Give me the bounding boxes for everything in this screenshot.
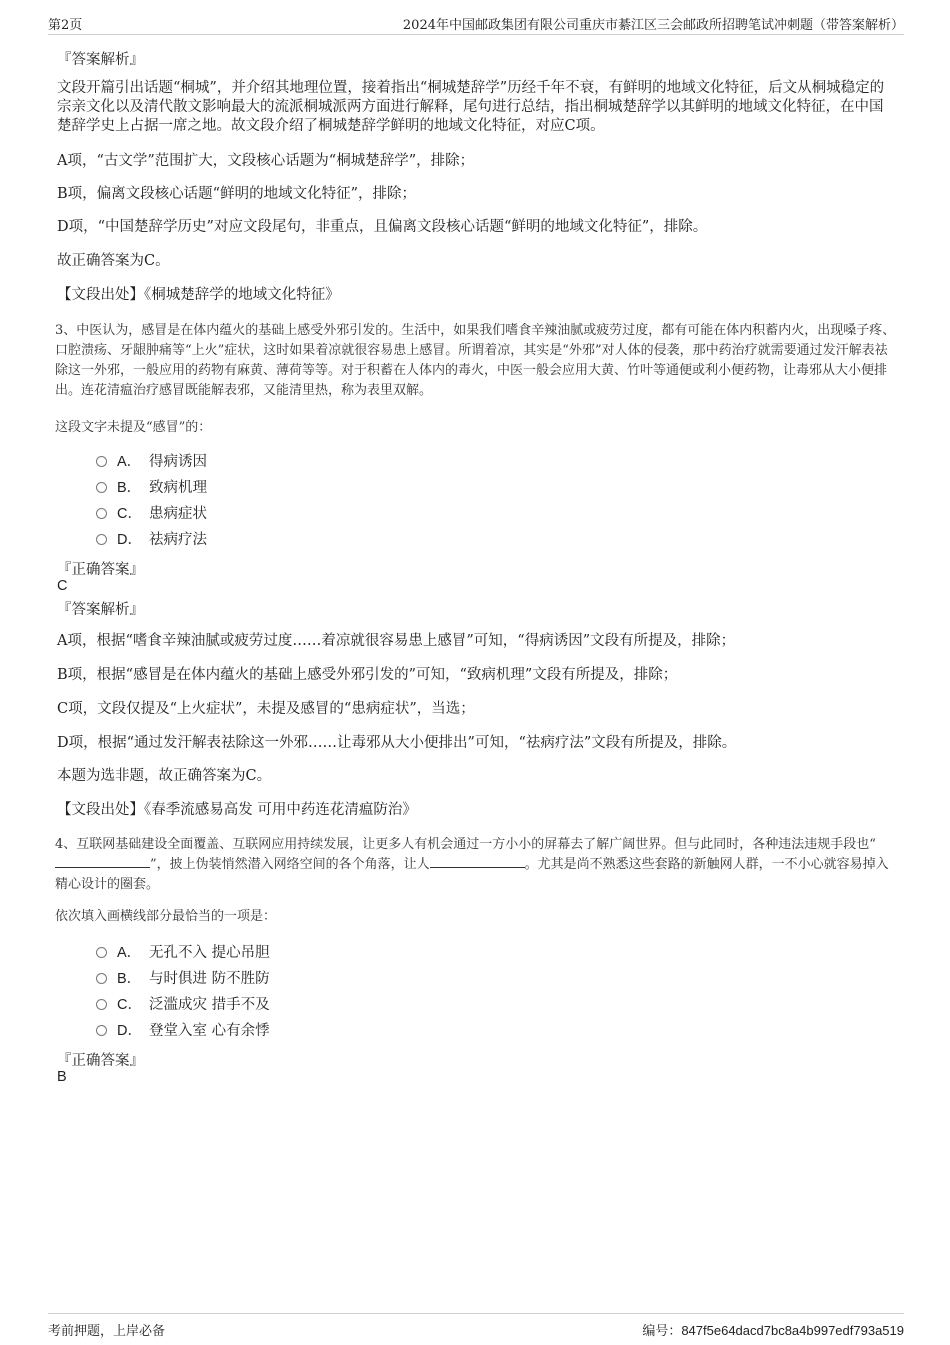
blank-2	[430, 855, 525, 868]
q3-line-a: A项，根据“嗜食辛辣油腻或疲劳过度……着凉就很容易患上感冒”可知，“得病诱因”文段有所提及，排除；	[57, 633, 736, 649]
q4-answer-label: 『正确答案』	[57, 1053, 144, 1069]
page-header	[48, 14, 904, 35]
q2-line-a: A项，“古文学”范围扩大，文段核心话题为“桐城楚辞学”，排除；	[57, 153, 475, 169]
q4-question: 依次填入画横线部分最恰当的一项是：	[55, 909, 277, 924]
q3-passage: 3、中医认为，感冒是在体内蕴火的基础上感受外邪引发的。生活中，如果我们嗜食辛辣油腻或疲劳过度，都有可能在体内积蓄内火，出现嗓子疼、口腔溃疡、牙龈肿痛等“上火”症状，这时如果着凉就很容易患上感冒。所谓着凉，其实是“外邪”对人体的侵袭，那中药治疗就需要通过发汗解表祛除这一外邪，一般应用的药物有麻黄、薄荷等等。对于积蓄在人体内的毒火，中医一般会应用大黄、竹叶等通便或利小便药物，让毒邪从大小便排出。连花清瘟治疗感冒既能解表邪，又能清里热，称为表里双解。	[55, 323, 896, 398]
q4-option-c[interactable]: C． 泛滥成灾 措手不及	[96, 995, 270, 1015]
document-code: 编号：847f5e64dacd7bc8a4b997edf793a519	[642, 1323, 904, 1339]
q2-analysis-text: 文段开篇引出话题“桐城”，并介绍其地理位置，接着指出“桐城楚辞学”历经千年不衰，有鲜明的地域文化特征，后文从桐城稳定的宗亲文化以及清代散文影响最大的流派桐城派两方面进行解释，尾句进行总结，指出桐城楚辞学以其鲜明的地域文化特征，在中国楚辞学史上占据一席之地。故文段介绍了桐城楚辞学鲜明的地域文化特征，对应C项。	[57, 80, 885, 134]
q3-question: 这段文字未提及“感冒”的：	[55, 420, 212, 435]
radio-icon[interactable]	[96, 456, 107, 467]
q3-answer: C	[57, 578, 68, 594]
q2-analysis-label: 『答案解析』	[57, 52, 144, 68]
blank-1	[55, 855, 150, 868]
q3-option-b[interactable]: B． 致病机理	[96, 478, 207, 498]
q4-answer: B	[57, 1069, 67, 1085]
q3-analysis-label: 『答案解析』	[57, 602, 144, 618]
page-footer	[48, 1313, 904, 1339]
footer-slogan: 考前押题，上岸必备	[48, 1324, 166, 1339]
q3-line-d: D项，根据“通过发汗解表祛除这一外邪……让毒邪从大小便排出”可知，“祛病疗法”文段有所提及，排除。	[57, 735, 737, 751]
q2-line-b: B项，偏离文段核心话题“鲜明的地域文化特征”，排除；	[57, 186, 416, 202]
radio-icon[interactable]	[96, 534, 107, 545]
q3-option-d[interactable]: D． 祛病疗法	[96, 530, 207, 550]
radio-icon[interactable]	[96, 1025, 107, 1036]
q3-line-c: C项，文段仅提及“上火症状”，未提及感冒的“患病症状”，当选；	[57, 701, 475, 717]
radio-icon[interactable]	[96, 947, 107, 958]
q3-line-b: B项，根据“感冒是在体内蕴火的基础上感受外邪引发的”可知，“致病机理”文段有所提及，排除；	[57, 667, 678, 683]
q2-source: 【文段出处】《桐城楚辞学的地域文化特征》	[57, 287, 340, 303]
q3-source: 【文段出处】《春季流感易高发 可用中药连花清瘟防治》	[57, 802, 417, 818]
q2-line-d: D项，“中国楚辞学历史”对应文段尾句，非重点，且偏离文段核心话题“鲜明的地域文化特征”，排除。	[57, 219, 708, 235]
q4-option-b[interactable]: B． 与时俱进 防不胜防	[96, 969, 270, 989]
q3-option-c[interactable]: C． 患病症状	[96, 504, 207, 524]
radio-icon[interactable]	[96, 482, 107, 493]
q4-option-a[interactable]: A． 无孔不入 提心吊胆	[96, 943, 270, 963]
radio-icon[interactable]	[96, 973, 107, 984]
document-title: 2024年中国邮政集团有限公司重庆市綦江区三会邮政所招聘笔试冲刺题（带答案解析）	[402, 18, 904, 33]
q3-conclusion: 本题为选非题，故正确答案为C。	[57, 768, 272, 784]
radio-icon[interactable]	[96, 508, 107, 519]
radio-icon[interactable]	[96, 999, 107, 1010]
q3-answer-label: 『正确答案』	[57, 562, 144, 578]
q4-option-d[interactable]: D． 登堂入室 心有余悸	[96, 1021, 270, 1041]
q4-passage: 4、互联网基础建设全面覆盖、互联网应用持续发展，让更多人有机会通过一方小小的屏幕去了解广阔世界。但与此同时，各种违法违规手段也“”，披上伪装悄然潜入网络空间的各个角落，让人 。尤其是尚不熟悉这些套路的新触网人群，一不小心就容易掉入精心设计的圈套。	[55, 837, 889, 892]
q3-option-a[interactable]: A． 得病诱因	[96, 452, 207, 472]
page-number: 第2页	[48, 18, 83, 33]
q2-conclusion: 故正确答案为C。	[57, 253, 170, 269]
